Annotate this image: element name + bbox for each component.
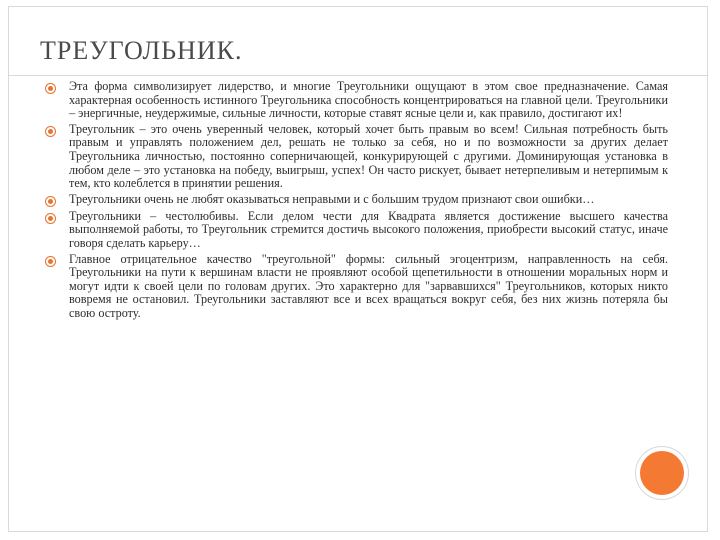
title-divider	[8, 75, 708, 76]
bullet-text: Треугольник – это очень уверенный человек, который хочет быть правым во всем! Сильная потребность быть правым и управлять положением дел, решать не только за себя, но и по возможности за других делает Треугольника личностью, постоянно соперничающей, конкурирующей с другими. Доминирующая установка в любом деле – это установка на победу, выигрыш, успех! Он часто рискует, бывает нетерпеливым и нетерпимым к тем, кто колеблется в принятии решения.	[69, 121, 668, 191]
list-item	[38, 253, 668, 321]
list-item	[38, 193, 668, 208]
bullet-list	[38, 80, 668, 323]
slide-title: ТРЕУГОЛЬНИК.	[40, 36, 243, 65]
circle-bullet-icon	[44, 255, 57, 268]
list-item	[38, 123, 668, 191]
circle-bullet-icon	[44, 212, 57, 225]
orange-circle-icon	[640, 451, 684, 495]
circle-bullet-icon	[44, 195, 57, 208]
bullet-text: Главное отрицательное качество "треугольной" формы: сильный эгоцентризм, направленность на себя. Треугольники на пути к вершинам власти не проявляют особой щепетильности в отношении моральных норм и могут идти к своей цели по головам других. Это характерно для "зарвавшихся" Треугольников, которых никто вовремя не остановил. Треугольники заставляют все и всех вращаться вокруг себя, без них жизнь потеряла бы свою остроту.	[69, 251, 668, 320]
circle-bullet-icon	[44, 125, 57, 138]
circle-bullet-icon	[44, 82, 57, 95]
bullet-text: Треугольники очень не любят оказываться неправыми и с большим трудом признают свои ошибки…	[69, 191, 595, 206]
bullet-text: Треугольники – честолюбивы. Если делом чести для Квадрата является достижение высшего качества выполняемой работы, то Треугольник стремится достичь высокого положения, приобрести высокий статус, иначе говоря сделать карьеру…	[69, 208, 668, 250]
list-item	[38, 210, 668, 251]
bullet-text: Эта форма символизирует лидерство, и многие Треугольники ощущают в этом свое предназначение. Самая характерная особенность истинного Треугольника способность концентрироваться на главной цели. Треугольники – энергичные, неудержимые, сильные личности, которые ставят ясные цели и, как правило, достигают их!	[69, 79, 668, 121]
list-item	[38, 80, 668, 121]
